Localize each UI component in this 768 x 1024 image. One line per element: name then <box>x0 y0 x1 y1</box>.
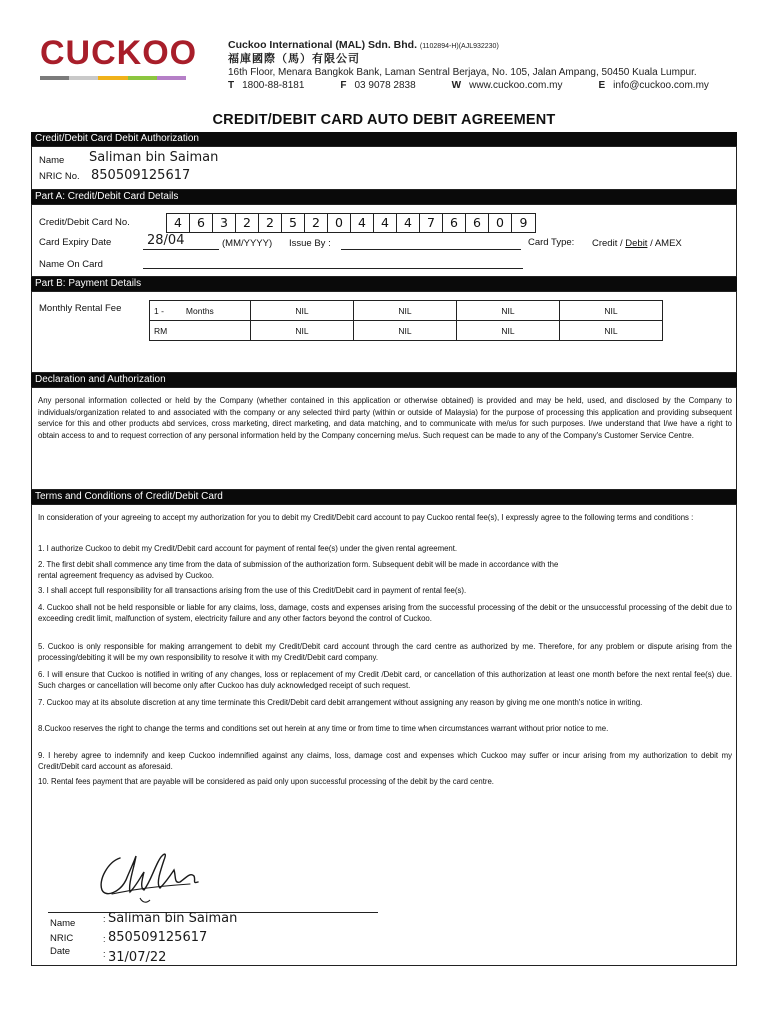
fax-label: F <box>340 80 347 91</box>
card-type-label: Card Type: <box>528 237 575 248</box>
table-cell: RM <box>150 321 251 341</box>
expiry-format: (MM/YYYY) <box>222 238 273 249</box>
expiry-value: 28/04 <box>147 233 185 248</box>
card-digit: 4 <box>351 214 374 232</box>
table-row <box>150 321 663 341</box>
months-label: Months <box>185 305 214 316</box>
term-item: rental agreement frequency as advised by Cuckoo. <box>38 571 214 580</box>
card-digit: 6 <box>443 214 466 232</box>
card-digit: 0 <box>489 214 512 232</box>
signature-name-label: Name <box>50 918 76 929</box>
signature-image <box>90 840 210 910</box>
table-cell: NIL <box>354 301 457 321</box>
signature-underline-stroke <box>112 884 190 894</box>
section-authorization-heading: Credit/Debit Card Debit Authorization <box>31 132 737 146</box>
name-on-card-label: Name On Card <box>39 259 103 270</box>
table-cell: NIL <box>251 301 354 321</box>
term-item: 6. I will ensure that Cuckoo is notified in writing of any changes, loss or replacement of my Credit /Debit card, or cancellation of this authorization at least one month before the next rental fee(s) due. Such charges or cancellation will become only after Cuckoo has duly acknowledged receipt of such request. <box>38 670 732 690</box>
table-cell: NIL <box>354 321 457 341</box>
table-cell: NIL <box>560 301 663 321</box>
name-on-card-underline <box>143 268 523 269</box>
term-item: 8.Cuckoo reserves the right to change the terms and conditions set out herein at any time or from time to time when circumstances warrant without prior notice to me. <box>38 724 609 733</box>
term-item: 9. I hereby agree to indemnify and keep Cuckoo indemnified against any claims, loss, damage cost and expenses which Cuckoo may suffer or incur arising from my authorization to debit my Credit/Debit card account as aforesaid. <box>38 751 732 771</box>
months-count: 1 - <box>154 305 164 316</box>
card-number-label: Credit/Debit Card No. <box>39 217 130 228</box>
card-digit: 6 <box>190 214 213 232</box>
company-name: Cuckoo International (MAL) Sdn. Bhd. <box>228 39 417 51</box>
term-item: 1. I authorize Cuckoo to debit my Credit/Debit card account for payment of rental fee(s) under the given rental agreement. <box>38 544 458 553</box>
signature-flourish <box>140 898 150 902</box>
company-logo: CUCKOO <box>40 34 198 72</box>
expiry-underline <box>143 249 219 250</box>
card-type-debit: Debit <box>625 238 648 249</box>
card-digit: 7 <box>420 214 443 232</box>
term-item: 3. I shall accept full responsibility for all transactions arising from the use of this Credit/Debit card in payment of rental fee(s). <box>38 586 467 595</box>
email-value: info@cuckoo.com.my <box>613 80 709 91</box>
phone-label: T <box>228 80 235 91</box>
table-row <box>150 301 663 321</box>
monthly-rental-label: Monthly Rental Fee <box>39 303 122 314</box>
card-digit: 4 <box>397 214 420 232</box>
logo-bar-segment <box>157 76 186 80</box>
table-cell: NIL <box>251 321 354 341</box>
card-digit: 9 <box>519 215 528 230</box>
expiry-label: Card Expiry Date <box>39 237 112 248</box>
fax-value: 03 9078 2838 <box>354 80 416 91</box>
card-digit: 0 <box>328 214 351 232</box>
table-cell: NIL <box>457 321 560 341</box>
card-type-credit: Credit / <box>592 238 626 249</box>
signature-colon: : <box>103 949 106 959</box>
section-terms-heading: Terms and Conditions of Credit/Debit Card <box>31 490 737 504</box>
term-item: 10. Rental fees payment that are payable will be considered as paid only upon successful processing of the debit by the card centre. <box>38 777 494 786</box>
term-item: 5. Cuckoo is only responsible for making arrangement to debit my Credit/Debit card account through the card centre as authorized by me. Therefore, for any problem or dispute arising from the processing/debiting it will be my own responsibility to resolve it with my Credit/Debit card company. <box>38 642 732 662</box>
card-digit: 3 <box>213 214 236 232</box>
declaration-text: Any personal information collected or held by the Company (whether contained in this application or otherwise obtained) is provided and may be held, used, and disclosed by the Company to individuals/organization related to and associated with the company or any selected third party (within or outside of Malaysia) for the purpose of processing this application and providing subsequent service for this and other products abd services, cross marketing, direct marketing, and data matching, and to communicate with me/us for such purposes. I/we understand that I/we have a right to obtain access to and to request correction of any personal information held by the Company concerning me/us. Such request can be made to any of the Company's Customer Service Centre. <box>38 396 732 440</box>
issue-by-label: Issue By : <box>289 238 331 249</box>
signature-date-label: Date <box>50 946 71 957</box>
name-value: Saliman bin Saiman <box>89 150 219 165</box>
email-label: E <box>598 80 606 91</box>
issue-by-underline <box>341 249 521 250</box>
logo-color-bar <box>40 76 186 80</box>
card-digit: 2 <box>259 214 282 232</box>
nric-label: NRIC No. <box>39 171 80 182</box>
document-title: CREDIT/DEBIT CARD AUTO DEBIT AGREEMENT <box>212 112 556 128</box>
section-declaration-heading: Declaration and Authorization <box>31 373 737 387</box>
web-label: W <box>451 80 462 91</box>
signature-name-value: Saliman bin Saiman <box>108 911 238 926</box>
card-digit: 2 <box>236 214 259 232</box>
card-digit: 2 <box>305 214 328 232</box>
signature-nric-value: 850509125617 <box>108 930 208 945</box>
card-number-boxes <box>166 213 536 233</box>
logo-bar-segment <box>128 76 157 80</box>
company-address: 16th Floor, Menara Bangkok Bank, Laman Sentral Berjaya, No. 105, Jalan Ampang, 50450 Kuala Lumpur. <box>228 67 697 78</box>
terms-intro: In consideration of your agreeing to accept my authorization for you to debit my Credit/Debit card account to pay Cuckoo rental fee(s), I expressly agree to the following terms and conditions : <box>38 513 694 522</box>
table-cell <box>150 301 251 321</box>
nric-value: 850509125617 <box>91 168 191 183</box>
card-digit: 4 <box>374 214 397 232</box>
phone-value: 1800-88-8181 <box>242 80 305 91</box>
card-digit: 6 <box>466 214 489 232</box>
company-chinese-name: 福庫國際（馬）有限公司 <box>228 53 360 65</box>
card-digit: 5 <box>282 214 305 232</box>
rental-fee-table <box>149 300 663 341</box>
signature-colon: : <box>103 934 106 944</box>
logo-bar-segment <box>98 76 127 80</box>
company-name-line <box>228 39 738 53</box>
term-item: 2. The first debit shall commence any time from the data of submission of the authorization form. Subsequent debit will be made in accordance with the <box>38 560 559 569</box>
company-reg: (1102894-H)(AJL932230) <box>419 43 499 50</box>
table-cell: NIL <box>457 301 560 321</box>
term-item: 7. Cuckoo may at its absolute discretion at any time terminate this Credit/Debit card debit arrangement without assigning any reason by giving me one month's notice in writing. <box>38 698 643 707</box>
term-item: 4. Cuckoo shall not be held responsible or liable for any claims, loss, damage, costs and expenses arising from the successful processing of the debit or the unsuccessful processing of the debit due to exceeding credit limit, malfunction of system, electricity failure and any other factors beyond the control of Cuckoo. <box>38 603 732 623</box>
card-digit: 4 <box>167 214 190 232</box>
table-cell: NIL <box>560 321 663 341</box>
web-value: www.cuckoo.com.my <box>469 80 563 91</box>
signature-date-value: 31/07/22 <box>108 950 167 965</box>
name-label: Name <box>39 155 65 166</box>
logo-bar-segment <box>40 76 69 80</box>
contact-row <box>228 79 738 92</box>
card-type-amex: / AMEX <box>647 238 682 249</box>
company-info <box>228 39 738 92</box>
logo-bar-segment <box>69 76 98 80</box>
signature-colon: : <box>103 914 106 924</box>
card-type-options <box>592 238 682 249</box>
section-part-b-heading: Part B: Payment Details <box>31 277 737 291</box>
signature-nric-label: NRIC <box>50 933 74 944</box>
section-part-a-heading: Part A: Credit/Debit Card Details <box>31 190 737 204</box>
